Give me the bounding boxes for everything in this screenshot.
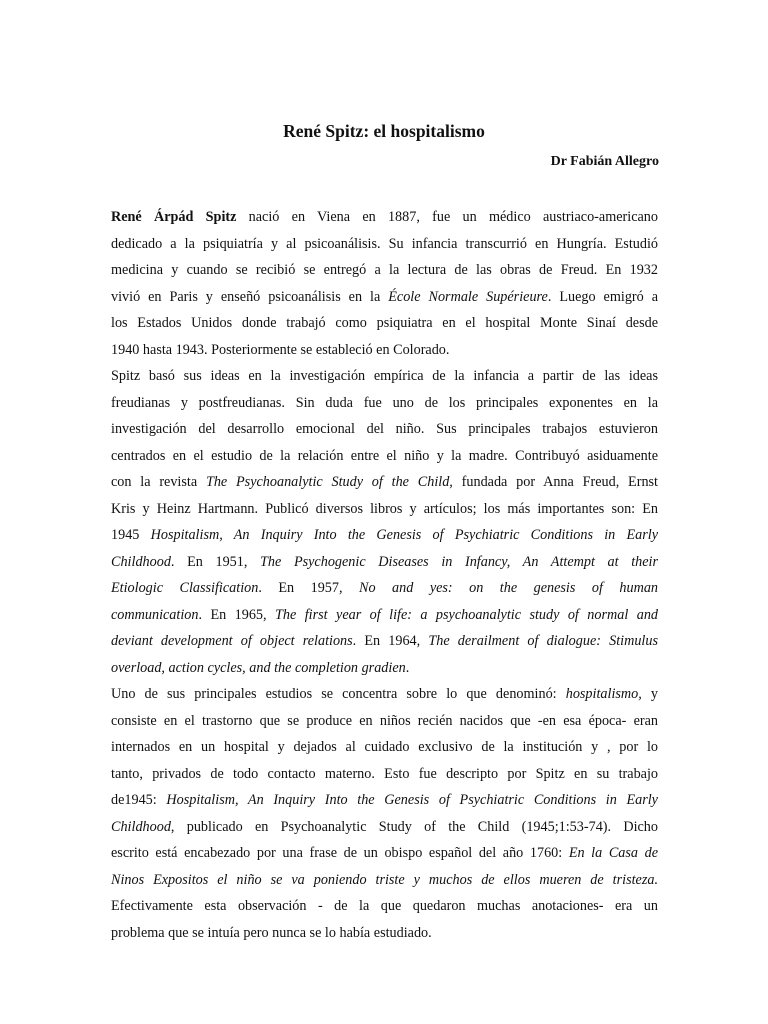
- italic-text: Childhood: [111, 553, 171, 570]
- text-run: Efectivamente esta observación - de la que quedaron muchas anotaciones- era un: [111, 898, 658, 914]
- text-line: [111, 231, 658, 258]
- italic-text: overload, action cycles, and the completion gradien: [111, 659, 406, 676]
- italic-text: The derailment of dialogue: Stimulus: [428, 633, 658, 649]
- bold-text: René Árpád Spitz: [111, 209, 237, 225]
- text-line: [111, 496, 658, 523]
- text-line: [111, 363, 658, 390]
- text-line: [111, 257, 658, 284]
- text-line: [111, 337, 658, 364]
- text-line: [111, 522, 658, 549]
- text-line: [111, 655, 658, 682]
- text-run: Uno de sus principales estudios se concentra sobre lo que denominó:: [111, 686, 566, 702]
- text-run: nació en Viena en 1887, fue un médico austriaco-americano: [236, 209, 658, 225]
- italic-text: Childhood: [111, 818, 171, 835]
- text-line: [111, 761, 658, 788]
- text-line: [111, 310, 658, 337]
- text-run: consiste en el trastorno que se produce en niños recién nacidos que -en esa época- eran: [111, 712, 658, 729]
- text-run: centrados en el estudio de la relación entre el niño y la madre. Contribuyó asiduamente: [111, 447, 658, 464]
- text-run: 1940 hasta 1943. Posteriormente se estableció en Colorado.: [111, 341, 450, 358]
- text-run: problema que se intuía pero nunca se lo había estudiado.: [111, 924, 432, 941]
- italic-text: The Psychoanalytic Study of the Child,: [205, 474, 453, 490]
- text-line: [111, 284, 658, 311]
- text-run: medicina y cuando se recibió se entregó a la lectura de las obras de Freud. En 1932: [111, 262, 658, 278]
- text-run: y: [641, 686, 658, 702]
- italic-text: hospitalismo,: [565, 686, 642, 702]
- text-line: [111, 681, 658, 708]
- text-run: . En 1951,: [170, 553, 261, 570]
- text-line: [111, 443, 658, 470]
- text-line: [111, 469, 658, 496]
- text-run: internados en un hospital y dejados al cuidado exclusivo de la institución y , por lo: [111, 739, 658, 755]
- text-line: [111, 867, 658, 894]
- italic-text: Hospitalism, An Inquiry Into the Genesis of Psychiatric Conditions in Early: [166, 792, 658, 808]
- text-run: fundada por Anna Freud, Ernst: [452, 474, 658, 490]
- document-title: René Spitz: el hospitalismo: [283, 121, 485, 141]
- document-body: [111, 204, 658, 946]
- italic-text: En la Casa de: [568, 845, 658, 861]
- italic-text: École Normale Supérieure: [388, 288, 548, 305]
- italic-text: The first year of life: a psychoanalytic study of normal and: [275, 606, 659, 623]
- text-run: Kris y Heinz Hartmann. Publicó diversos libros y artículos; los más importantes son: En: [111, 500, 658, 517]
- text-run: de1945:: [111, 792, 167, 808]
- paragraph: [111, 363, 658, 681]
- text-run: . Luego emigró a: [547, 288, 658, 305]
- text-run: freudianas y postfreudianas. Sin duda fue uno de los principales exponentes en la: [111, 394, 658, 411]
- text-run: con la revista: [111, 474, 206, 490]
- text-run: . En 1964,: [352, 633, 429, 649]
- italic-text: communication: [111, 606, 199, 623]
- text-run: tanto, privados de todo contacto materno. Esto fue descripto por Spitz en su trabajo: [111, 765, 658, 782]
- italic-text: deviant development of object relations: [111, 633, 353, 649]
- text-run: .: [405, 659, 410, 676]
- italic-text: Hospitalism, An Inquiry Into the Genesis of Psychiatric Conditions in Early: [150, 527, 658, 543]
- text-line: [111, 416, 658, 443]
- text-line: [111, 708, 658, 735]
- document-author: Dr Fabián Allegro: [550, 154, 659, 169]
- italic-text: No and yes: on the genesis of human: [359, 580, 659, 596]
- paragraph: [111, 681, 658, 946]
- text-run: vivió en Paris y enseñó psicoanálisis en la: [111, 288, 389, 305]
- text-run: . En 1965,: [198, 606, 276, 623]
- text-run: 1945: [111, 527, 151, 543]
- text-line: [111, 602, 658, 629]
- text-line: [111, 920, 658, 947]
- text-run: los Estados Unidos donde trabajó como psiquiatra en el hospital Monte Sinaí desde: [111, 315, 658, 331]
- text-line: [111, 204, 658, 231]
- text-line: [111, 549, 658, 576]
- text-line: [111, 814, 658, 841]
- text-line: [111, 840, 658, 867]
- italic-text: Etiologic Classification: [111, 580, 259, 596]
- text-run: , publicado en Psychoanalytic Study of the Child (1945;1:53-74). Dicho: [170, 818, 658, 835]
- text-run: . En 1957,: [258, 580, 360, 596]
- italic-text: The Psychogenic Diseases in Infancy, An Attempt at their: [260, 553, 658, 570]
- text-run: dedicado a la psiquiatría y al psicoanálisis. Su infancia transcurrió en Hungría. Estudió: [111, 235, 658, 252]
- text-line: [111, 575, 658, 602]
- text-line: [111, 734, 658, 761]
- text-run: escrito está encabezado por una frase de un obispo español del año 1760:: [111, 845, 569, 861]
- text-run: investigación del desarrollo emocional del niño. Sus principales trabajos estuvieron: [111, 421, 658, 437]
- text-line: [111, 893, 658, 920]
- italic-text: Ninos Expositos el niño se va poniendo triste y muchos de ellos mueren de tristeza.: [111, 871, 658, 888]
- text-line: [111, 628, 658, 655]
- text-run: Spitz basó sus ideas en la investigación empírica de la infancia a partir de las ideas: [111, 368, 658, 384]
- text-line: [111, 390, 658, 417]
- paragraph: [111, 204, 658, 363]
- text-line: [111, 787, 658, 814]
